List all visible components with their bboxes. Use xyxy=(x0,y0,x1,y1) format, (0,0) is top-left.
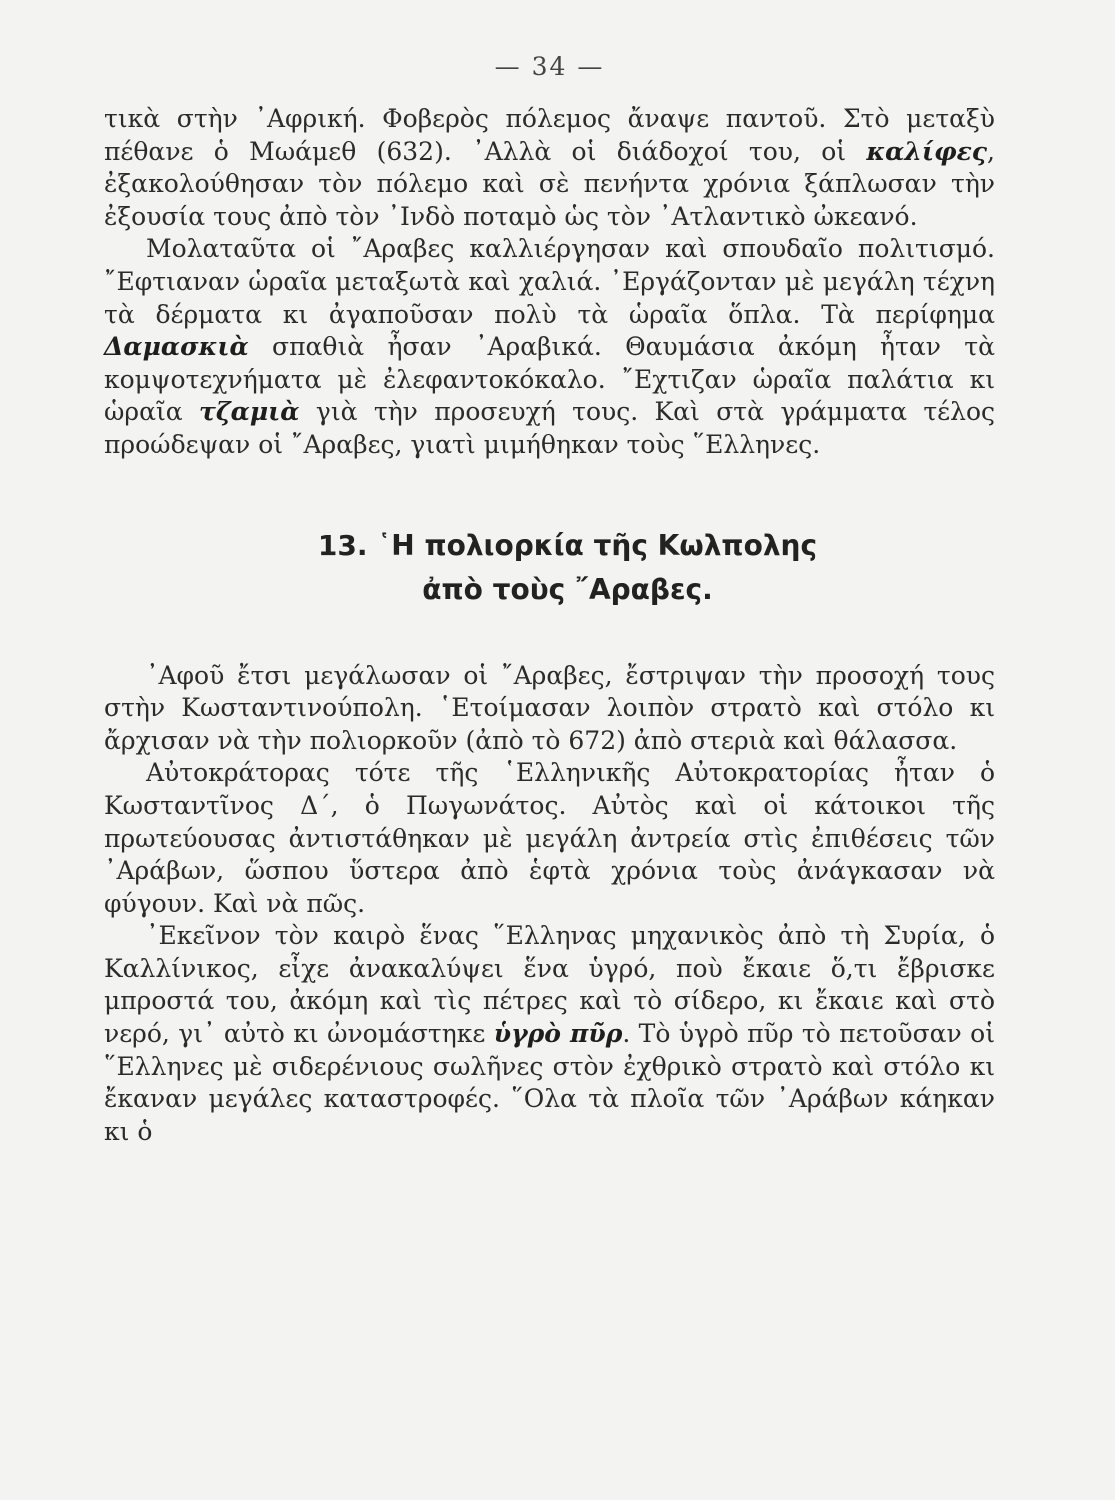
term-damaskia: Δαμασκιὰ xyxy=(104,332,249,362)
paragraph-4 xyxy=(104,757,995,920)
paragraph-1-part-1: τικὰ στὴν ᾿Αφρική. Φοβερὸς πόλεμος ἄναψε παντοῦ. Στὸ μεταξὺ πέθανε ὁ Μωάμεθ (632). ᾿Αλλὰ οἱ διάδοχοί του, οἱ xyxy=(104,104,995,166)
paragraph-2 xyxy=(104,233,995,461)
paragraph-5-part-3: . Τὸ ὑγρὸ πῦρ τὸ πετοῦσαν οἱ ῞Ελληνες μὲ σιδερένιους σωλῆνες στὸν ἐχθρικὸ στρατὸ καὶ στόλο κι ἔκαναν μεγάλες καταστροφές. ῞Ολα τὰ πλοῖα τῶν ᾿Αράβων κάηκαν κι ὁ xyxy=(104,1019,995,1146)
text-block-bottom xyxy=(104,660,995,1149)
paragraph-1 xyxy=(104,103,995,233)
paragraph-5 xyxy=(104,920,995,1148)
paragraph-1-part-3: , ἐξακολούθησαν τὸν πόλεμο καὶ σὲ πενήντα χρόνια ξάπλωσαν τὴν ἐξουσία τους ἀπὸ τὸν ᾿Ινδὸ ποταμὸ ὡς τὸν ᾿Ατλαντικὸ ὠκεανό. xyxy=(104,136,995,231)
section-heading-line-2: ἀπὸ τοὺς ῎Αραβες. xyxy=(422,572,713,606)
section-heading xyxy=(140,524,995,612)
paragraph-3-part-1: ᾿Αφοῦ ἔτσι μεγάλωσαν οἱ ῎Αραβες, ἔστριψαν τὴν προσοχή τους στὴν Κωσταντινούπολη. ῾Ετοίμασαν λοιπὸν στρατὸ καὶ στόλο κι ἄρχισαν νὰ τὴν πολιορκοῦν (ἀπὸ τὸ 672) ἀπὸ στεριὰ καὶ θάλασσα. xyxy=(104,660,995,755)
paragraph-2-part-1: Μολαταῦτα οἱ ῎Αραβες καλλιέργησαν καὶ σπουδαῖο πολιτισμό. ῎Εφτιαναν ὡραῖα μεταξωτὰ καὶ χαλιά. ᾿Εργάζονταν μὲ μεγάλη τέχνη τὰ δέρματα κι ἀγαποῦσαν πολὺ τὰ ὡραῖα ὅπλα. Τὰ περίφημα xyxy=(104,234,995,329)
page-number: — 34 — xyxy=(494,52,605,81)
text-block-top xyxy=(104,103,995,462)
paragraph-2-part-3: σπαθιὰ ἦσαν ᾿Αραβικά. Θαυμάσια ἀκόμη ἦταν τὰ κομψοτεχνήματα μὲ ἐλεφαντοκόκαλο. ῎Εχτιζαν ὡραῖα παλάτια κι ὡραῖα xyxy=(104,332,995,427)
section-heading-line-1: 13. ῾Η πολιορκία τῆς Κωλπολης xyxy=(317,528,818,562)
paragraph-2-part-5: γιὰ τὴν προσευχή τους. Καὶ στὰ γράμματα τέλος προώδεψαν οἱ ῎Αραβες, γιατὶ μιμήθηκαν τοὺς ῞Ελληνες. xyxy=(104,397,995,459)
term-kalifes: καλίφες xyxy=(866,136,988,166)
paragraph-4-part-1: Αὐτοκράτορας τότε τῆς ῾Ελληνικῆς Αὐτοκρατορίας ἦταν ὁ Κωσταντῖνος Δ΄, ὁ Πωγωνάτος. Αὐτὸς καὶ οἱ κάτοικοι τῆς πρωτεύουσας ἀντιστάθηκαν μὲ μεγάλη ἀντρεία στὶς ἐπιθέσεις τῶν ᾿Αράβων, ὥσπου ὕστερα ἀπὸ ἑφτὰ χρόνια τοὺς ἀνάγκασαν νὰ φύγουν. Καὶ νὰ πῶς. xyxy=(104,758,995,918)
paragraph-3 xyxy=(104,660,995,758)
paragraph-5-part-1: ᾿Εκεῖνον τὸν καιρὸ ἕνας ῞Ελληνας μηχανικὸς ἀπὸ τὴ Συρία, ὁ Καλλίνικος, εἶχε ἀνακαλύψει ἕνα ὑγρό, ποὺ ἔκαιε ὅ,τι ἔβρισκε μπροστά του, ἀκόμη καὶ τὶς πέτρες καὶ τὸ σίδερο, κι ἔκαιε καὶ στὸ νερό, γι᾿ αὐτὸ κι ὠνομάστηκε xyxy=(104,921,995,1049)
term-ygro-pyr: ὑγρὸ πῦρ xyxy=(493,1019,623,1049)
term-tzamia: τζαμιὰ xyxy=(199,397,300,427)
